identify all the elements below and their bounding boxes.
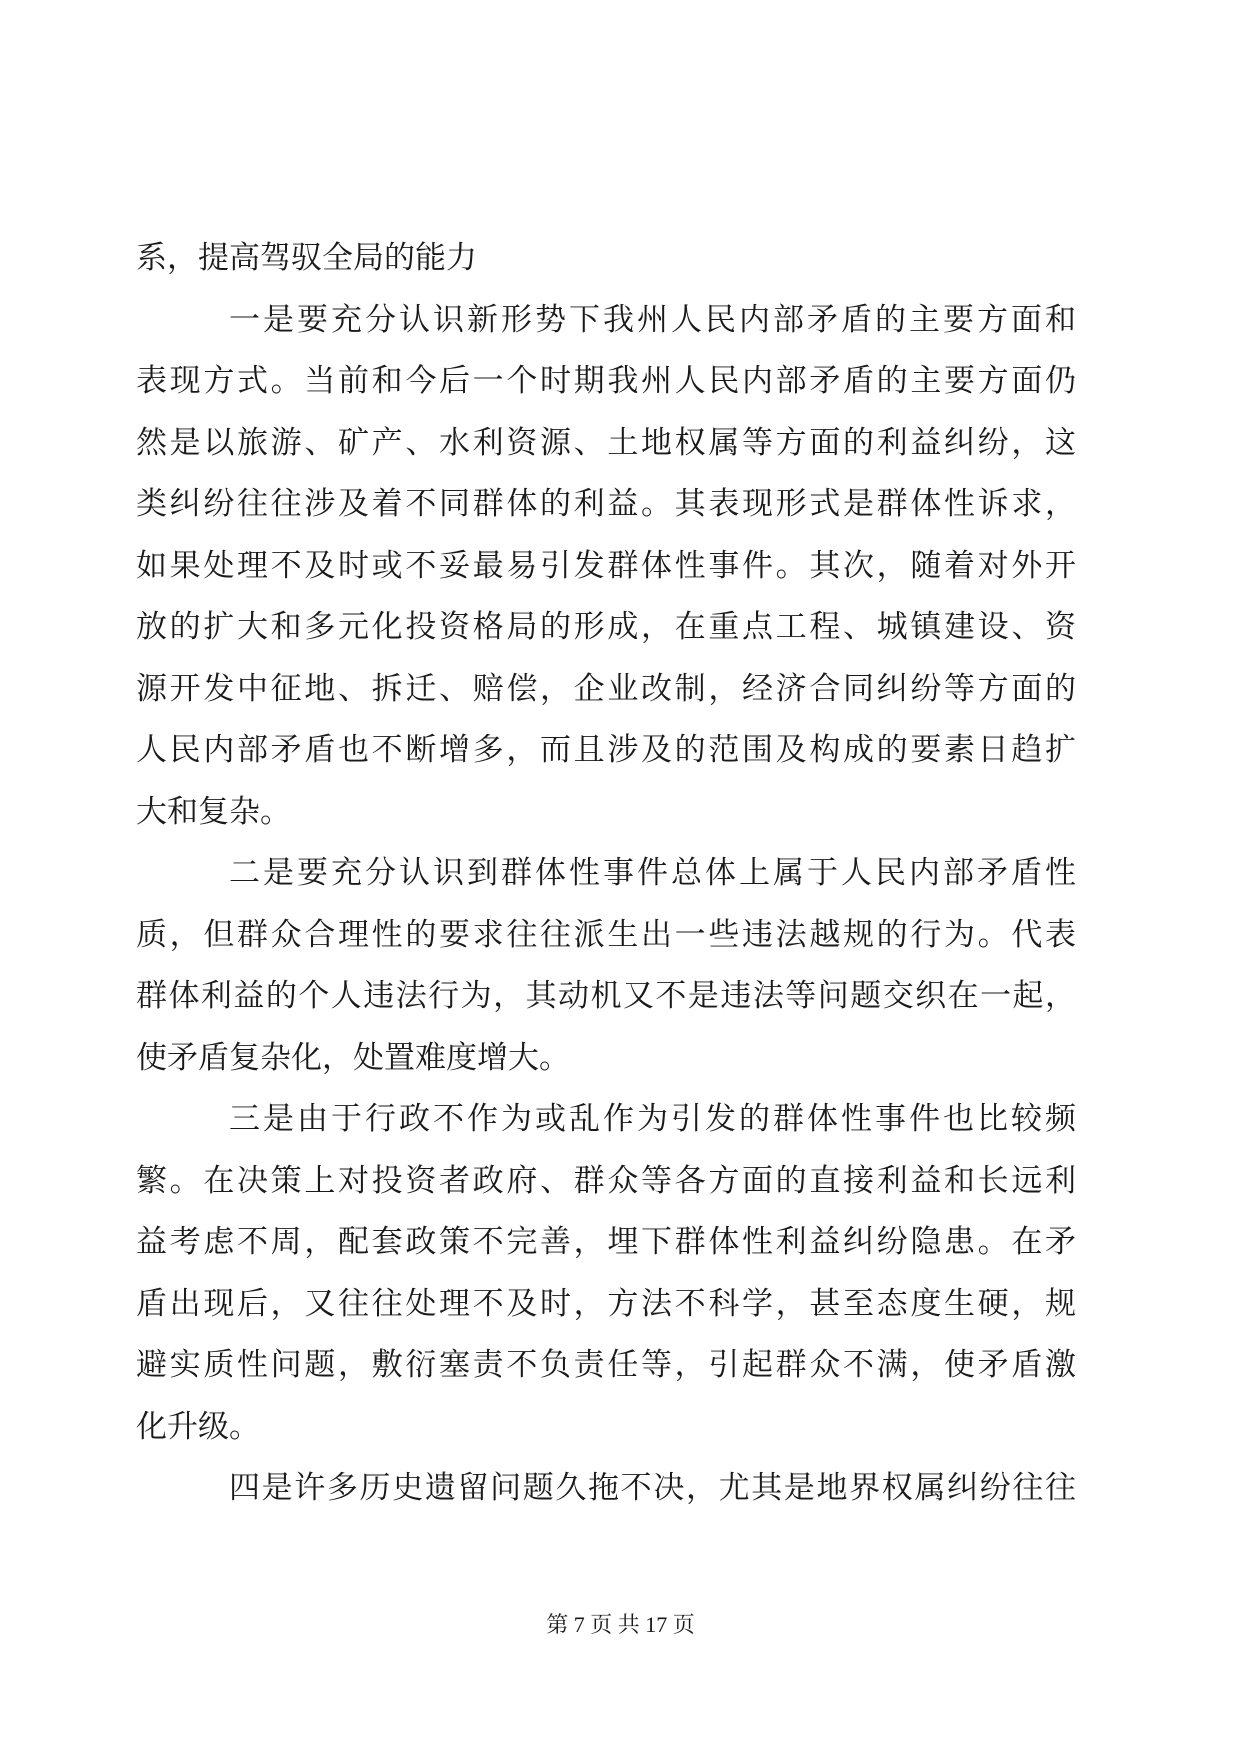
text-line: 人民内部矛盾也不断增多，而且涉及的范围及构成的要素日趋扩 — [136, 732, 1076, 768]
text-line: 四是许多历史遗留问题久拖不决，尤其是地界权属纠纷往往 — [229, 1470, 1076, 1506]
body-text — [136, 228, 1076, 1520]
page-footer: 第 7 页 共 17 页 — [546, 1612, 695, 1637]
text-line: 质，但群众合理性的要求往往派生出一些违法越规的行为。代表 — [136, 916, 1076, 953]
text-line: 然是以旅游、矿产、水利资源、土地权属等方面的利益纠纷，这 — [136, 424, 1076, 461]
text-line: 化升级。 — [136, 1408, 260, 1445]
text-line: 避实质性问题，敷衍塞责不负责任等，引起群众不满，使矛盾激 — [136, 1347, 1076, 1383]
text-line: 使矛盾复杂化，处置难度增大。 — [136, 1039, 570, 1076]
text-line: 系，提高驾驭全局的能力 — [136, 240, 477, 276]
text-line: 源开发中征地、拆迁、赔偿，企业改制，经济合同纠纷等方面的 — [136, 670, 1076, 707]
text-line: 益考虑不周，配套政策不完善，埋下群体性利益纠纷隐患。在矛 — [136, 1224, 1076, 1260]
text-line: 三是由于行政不作为或乱作为引发的群体性事件也比较频 — [229, 1101, 1076, 1137]
text-line: 繁。在决策上对投资者政府、群众等各方面的直接利益和长远利 — [136, 1162, 1076, 1199]
text-line: 类纠纷往往涉及着不同群体的利益。其表现形式是群体性诉求， — [136, 486, 1076, 522]
text-line: 大和复杂。 — [136, 793, 291, 830]
text-line: 放的扩大和多元化投资格局的形成，在重点工程、城镇建设、资 — [136, 609, 1076, 645]
text-line: 盾出现后，又往往处理不及时，方法不科学，甚至态度生硬，规 — [136, 1285, 1076, 1322]
text-line: 如果处理不及时或不妥最易引发群体性事件。其次，随着对外开 — [136, 547, 1076, 584]
text-line: 二是要充分认识到群体性事件总体上属于人民内部矛盾性 — [229, 855, 1076, 891]
text-line: 一是要充分认识新形势下我州人民内部矛盾的主要方面和 — [229, 301, 1076, 338]
text-line: 表现方式。当前和今后一个时期我州人民内部矛盾的主要方面仍 — [136, 363, 1076, 399]
text-line: 群体利益的个人违法行为，其动机又不是违法等问题交织在一起， — [136, 978, 1076, 1014]
